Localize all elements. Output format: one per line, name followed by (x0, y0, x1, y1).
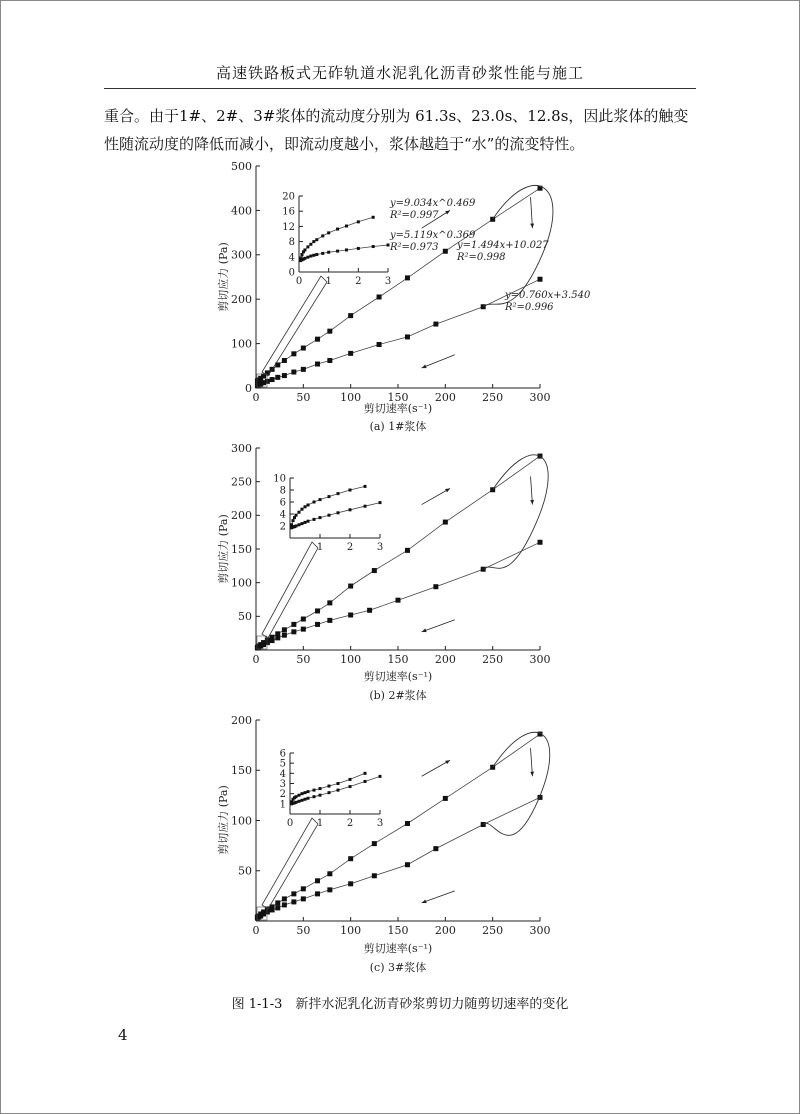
main-series-1-point (291, 891, 296, 896)
main-y-tick-label: 500 (231, 159, 252, 173)
main-series-2-line (257, 797, 540, 918)
main-x-tick-label: 300 (529, 391, 551, 404)
main-series-1-point (301, 617, 306, 622)
main-series-2-point (282, 633, 287, 638)
inset-chart-2 (273, 474, 383, 554)
inset-series-2-point (349, 785, 352, 788)
main-series-2-point (255, 383, 260, 388)
main-series-1-point (443, 796, 448, 801)
inset-series-2-point (301, 522, 304, 525)
inset-series-2-point (307, 520, 310, 523)
fit-r2-2: R²=0.996 (505, 302, 554, 313)
paragraph-line-1: 重合。由于1#、2#、3#浆体的流动度分别为 61.3s、23.0s、12.8s，因此浆体的触变 (104, 107, 689, 125)
main-x-tick-label: 200 (434, 924, 456, 937)
inset-y-tick-label: 2 (279, 521, 286, 533)
main-series-2-point (396, 598, 401, 603)
inset-series-1-point (337, 782, 340, 785)
main-y-tick-label: 50 (238, 864, 252, 878)
y-axis-label: 剪切应力 (Pa) (217, 242, 230, 312)
main-series-2-point (538, 277, 543, 282)
main-y-tick-label: 300 (231, 248, 252, 262)
x-axis-label: 剪切速率(s⁻¹) (363, 670, 433, 683)
x-axis-label: 剪切速率(s⁻¹) (363, 402, 433, 415)
inset-series-1-point (327, 231, 330, 234)
inset-series-1-point (301, 792, 304, 795)
inset-series-1-line (292, 773, 366, 802)
figure-caption: 图 1-1-3 新拌水泥乳化沥青砂浆剪切力随剪切速率的变化 (231, 997, 569, 1012)
inset-series-2-point (379, 775, 382, 778)
main-series-1-point (348, 313, 353, 318)
main-down-arrow (422, 355, 455, 368)
main-series-1-point (327, 871, 332, 876)
main-series-1-point (282, 896, 287, 901)
inset-series-1-line (292, 486, 366, 524)
main-series-2-point (327, 887, 332, 892)
inset-y-tick-label: 6 (279, 748, 286, 760)
inset-series-2-point (321, 252, 324, 255)
inset-series-2-point (307, 797, 310, 800)
inset-series-1-point (321, 234, 324, 237)
inset-series-2-point (372, 245, 375, 248)
inset-series-1-point (306, 245, 309, 248)
inset-series-2-point (315, 253, 318, 256)
fit-r2-1: R²=0.998 (457, 252, 506, 263)
inset-series-2-point (345, 248, 348, 251)
main-series-1-point (372, 841, 377, 846)
main-series-1-point (291, 351, 296, 356)
zoom-arrow (262, 818, 318, 909)
main-series-2-point (405, 862, 410, 867)
inset-y-tick-label: 1 (279, 799, 286, 811)
panel-subcaption: (c) 3#浆体 (369, 961, 427, 974)
inset-fit-r2-2: R²=0.973 (390, 242, 439, 253)
main-series-2-point (538, 540, 543, 545)
inset-series-2-point (357, 247, 360, 250)
main-series-2-line (257, 279, 540, 386)
inset-y-tick-label: 12 (282, 221, 295, 233)
paragraph-line-2: 性随流动度的降低而减小，即流动度越小，浆体越趋于“水”的流变特性。 (104, 135, 585, 153)
main-up-arrow (422, 488, 450, 504)
main-x-tick-label: 0 (252, 924, 260, 937)
inset-series-2-point (336, 250, 339, 253)
main-y-tick-label: 300 (231, 441, 252, 455)
main-series-1-point (282, 627, 287, 632)
main-series-2-point (275, 635, 280, 640)
main-series-2-point (372, 873, 377, 878)
inset-series-1-point (349, 489, 352, 492)
inset-x-tick-label: 0 (286, 818, 294, 829)
inset-y-tick-label: 5 (279, 758, 286, 770)
inset-y-tick-label: 4 (279, 509, 286, 521)
inset-x-tick-label: 3 (376, 818, 384, 829)
main-y-tick-label: 400 (231, 204, 252, 218)
inset-y-tick-label: 4 (279, 768, 286, 780)
inset-series-1-point (328, 495, 331, 498)
main-loop-curve (483, 455, 548, 569)
zoom-arrow (262, 542, 318, 638)
inset-series-2-point (319, 516, 322, 519)
inset-x-tick-label: 2 (346, 542, 354, 553)
inset-series-2-point (298, 800, 301, 803)
main-x-tick-label: 150 (387, 924, 409, 937)
inset-x-tick-label: 3 (376, 542, 384, 553)
inset-x-tick-label: 3 (384, 276, 392, 287)
inset-series-1-point (364, 772, 367, 775)
inset-series-1-point (301, 508, 304, 511)
main-series-2-point (301, 627, 306, 632)
main-down-arrow-head (422, 628, 427, 632)
inset-series-1-point (309, 243, 312, 246)
inset-series-2-point (304, 521, 307, 524)
page-number: 4 (118, 1026, 128, 1044)
main-y-tick-label: 100 (231, 814, 252, 828)
main-down-arrow-head (422, 364, 427, 368)
main-series-2-point (315, 891, 320, 896)
inset-x-tick-label: 1 (325, 276, 332, 287)
main-x-tick-label: 150 (387, 391, 409, 404)
inset-y-tick-label: 6 (279, 497, 286, 509)
main-series-2-point (315, 362, 320, 367)
main-x-tick-label: 300 (529, 924, 551, 937)
main-series-2-point (291, 629, 296, 634)
inset-series-1-point (303, 248, 306, 251)
inset-series-2-point (313, 518, 316, 521)
main-down-arrow (422, 620, 455, 632)
inset-y-tick-label: 10 (273, 473, 286, 485)
inset-series-1-point (304, 505, 307, 508)
main-x-tick-label: 100 (340, 924, 362, 937)
panel-subcaption: (a) 1#浆体 (369, 420, 427, 433)
inset-series-1-point (300, 253, 303, 256)
main-x-tick-label: 100 (340, 391, 362, 404)
main-y-tick-label: 100 (231, 576, 252, 590)
y-axis-label: 剪切应力 (Pa) (217, 785, 230, 855)
inset-series-1-point (372, 216, 375, 219)
main-series-2-point (348, 351, 353, 356)
main-series-2-point (327, 358, 332, 363)
main-x-tick-label: 200 (434, 653, 456, 666)
inset-chart-3 (280, 749, 384, 830)
inset-series-2-point (306, 256, 309, 259)
inset-series-2-line (301, 245, 389, 261)
main-series-2-point (433, 846, 438, 851)
main-x-tick-label: 150 (387, 653, 409, 666)
main-x-tick-label: 250 (482, 653, 504, 666)
inset-y-tick-label: 8 (279, 485, 286, 497)
main-x-tick-label: 250 (482, 924, 504, 937)
main-series-2-point (291, 899, 296, 904)
inset-series-2-point (328, 514, 331, 517)
inset-series-1-point (295, 795, 298, 798)
main-series-2-point (255, 645, 260, 650)
inset-x-tick-label: 1 (316, 542, 324, 553)
inset-series-1-point (315, 238, 318, 241)
main-up-arrow-head (445, 210, 450, 214)
main-series-2-point (270, 377, 275, 382)
main-series-2-point (270, 907, 275, 912)
inset-series-1-point (336, 228, 339, 231)
inset-series-2-point (349, 508, 352, 511)
main-series-1-point (372, 568, 377, 573)
main-x-tick-label: 100 (340, 653, 362, 666)
main-x-tick-label: 50 (296, 391, 311, 404)
y-axis-label: 剪切应力 (Pa) (217, 514, 230, 584)
inset-series-2-point (303, 257, 306, 260)
main-x-tick-label: 50 (296, 653, 311, 666)
inset-series-1-point (304, 791, 307, 794)
inset-y-tick-label: 4 (288, 252, 295, 264)
inset-series-1-point (313, 789, 316, 792)
inset-series-2-point (328, 791, 331, 794)
inset-series-1-point (319, 787, 322, 790)
main-x-tick-label: 300 (529, 653, 551, 666)
main-y-tick-label: 200 (231, 509, 252, 523)
main-y-tick-label: 150 (231, 542, 252, 556)
main-y-tick-label: 150 (231, 764, 252, 778)
inset-fit-r2-1: R²=0.997 (390, 210, 439, 221)
main-series-1-point (315, 878, 320, 883)
inset-series-2-point (304, 798, 307, 801)
inset-series-2-point (379, 501, 382, 504)
inset-y-tick-label: 20 (282, 191, 295, 203)
inset-x-tick-label: 0 (295, 276, 303, 287)
main-series-2-point (433, 322, 438, 327)
inset-series-1-point (337, 492, 340, 495)
main-series-1-point (327, 329, 332, 334)
inset-series-1-point (295, 514, 298, 517)
x-axis-label: 剪切速率(s⁻¹) (363, 942, 433, 955)
main-turn-arrow-head (530, 772, 534, 777)
main-turn-arrow-head (530, 500, 534, 505)
main-series-1-point (301, 346, 306, 351)
inset-series-2-point (301, 799, 304, 802)
inset-y-tick-label: 3 (279, 779, 286, 790)
main-series-1-point (443, 249, 448, 254)
main-series-2-point (275, 375, 280, 380)
inset-y-tick-label: 0 (288, 267, 295, 279)
main-x-tick-label: 200 (434, 391, 456, 404)
main-series-2-point (315, 622, 320, 627)
fit-equation-1: y=1.494x+10.027 (457, 240, 549, 251)
inset-fit-equation-1: y=9.034x^0.469 (390, 198, 476, 209)
inset-series-1-point (307, 790, 310, 793)
main-series-1-point (282, 358, 287, 363)
main-series-2-point (282, 902, 287, 907)
main-series-2-point (405, 334, 410, 339)
inset-chart-1 (282, 192, 391, 288)
main-series-2-point (282, 373, 287, 378)
inset-series-2-point (309, 255, 312, 258)
main-series-1-point (301, 886, 306, 891)
main-y-tick-label: 100 (231, 337, 252, 351)
zoom-arrow (262, 276, 327, 376)
main-series-2-line (257, 542, 540, 648)
main-down-arrow (422, 891, 455, 903)
main-series-1-point (405, 548, 410, 553)
inset-series-2-point (319, 794, 322, 797)
main-series-2-point (433, 584, 438, 589)
inset-x-tick-label: 1 (316, 818, 324, 829)
main-x-tick-label: 0 (252, 653, 260, 666)
inset-series-1-point (313, 501, 316, 504)
main-series-2-point (327, 618, 332, 623)
main-series-1-point (275, 900, 280, 905)
inset-series-2-point (364, 780, 367, 783)
inset-y-tick-label: 8 (288, 237, 295, 249)
main-x-tick-label: 50 (296, 924, 311, 937)
main-series-2-point (377, 342, 382, 347)
inset-series-1-point (357, 220, 360, 223)
main-x-tick-label: 250 (482, 391, 504, 404)
main-y-tick-label: 0 (245, 381, 252, 395)
main-series-2-point (291, 370, 296, 375)
inset-series-2-point (312, 254, 315, 257)
main-y-tick-label: 200 (231, 293, 252, 307)
inset-series-2-point (327, 251, 330, 254)
inset-series-2-point (337, 511, 340, 514)
main-x-tick-label: 0 (252, 391, 260, 404)
main-series-2-point (275, 905, 280, 910)
inset-series-2-point (313, 795, 316, 798)
inset-series-1-point (319, 498, 322, 501)
main-series-2-point (367, 608, 372, 613)
main-turn-arrow (531, 197, 533, 228)
inset-series-2-point (337, 789, 340, 792)
main-y-tick-label: 250 (231, 475, 252, 489)
inset-x-tick-label: 2 (346, 818, 354, 829)
main-series-2-point (301, 896, 306, 901)
main-series-2-point (301, 367, 306, 372)
panel-subcaption: (b) 2#浆体 (369, 689, 427, 702)
inset-series-1-point (307, 504, 310, 507)
main-series-1-point (443, 520, 448, 525)
inset-x-tick-label: 2 (355, 276, 362, 287)
inset-y-tick-label: 2 (279, 789, 286, 801)
main-down-arrow-head (422, 900, 427, 904)
inset-series-1-point (312, 240, 315, 243)
main-series-1-point (348, 584, 353, 589)
inset-series-2-point (298, 523, 301, 526)
main-y-tick-label: 200 (231, 713, 252, 727)
main-series-1-point (348, 856, 353, 861)
running-title: 高速铁路板式无砟轨道水泥乳化沥青砂浆性能与施工 (215, 64, 584, 82)
main-y-tick-label: 50 (238, 610, 252, 624)
main-series-1-point (327, 600, 332, 605)
chart-panel-3 (216, 714, 551, 974)
main-series-1-point (405, 821, 410, 826)
chart-panel-2 (216, 442, 551, 702)
main-series-2-point (348, 881, 353, 886)
inset-series-1-point (292, 519, 295, 522)
main-series-1-point (291, 622, 296, 627)
inset-series-1-point (298, 794, 301, 797)
main-turn-arrow-head (530, 223, 534, 228)
inset-series-2-point (364, 505, 367, 508)
main-series-1-line (257, 734, 540, 917)
main-series-2-point (348, 612, 353, 617)
main-series-1-point (315, 608, 320, 613)
inset-series-1-point (364, 485, 367, 488)
inset-series-1-point (345, 225, 348, 228)
main-series-2-point (270, 638, 275, 643)
inset-y-tick-label: 16 (282, 206, 295, 218)
chart-panel-1 (216, 160, 591, 433)
main-series-1-point (377, 294, 382, 299)
inset-series-2-point (295, 801, 298, 804)
inset-series-1-point (298, 511, 301, 514)
fit-equation-2: y=0.760x+3.540 (505, 290, 591, 301)
main-series-1-point (315, 337, 320, 342)
main-up-arrow (422, 760, 450, 776)
inset-series-1-point (349, 778, 352, 781)
inset-fit-equation-2: y=5.119x^0.369 (390, 230, 476, 241)
main-series-1-point (405, 275, 410, 280)
main-series-1-line (257, 456, 540, 647)
inset-series-2-point (295, 525, 298, 528)
inset-series-1-point (328, 785, 331, 788)
